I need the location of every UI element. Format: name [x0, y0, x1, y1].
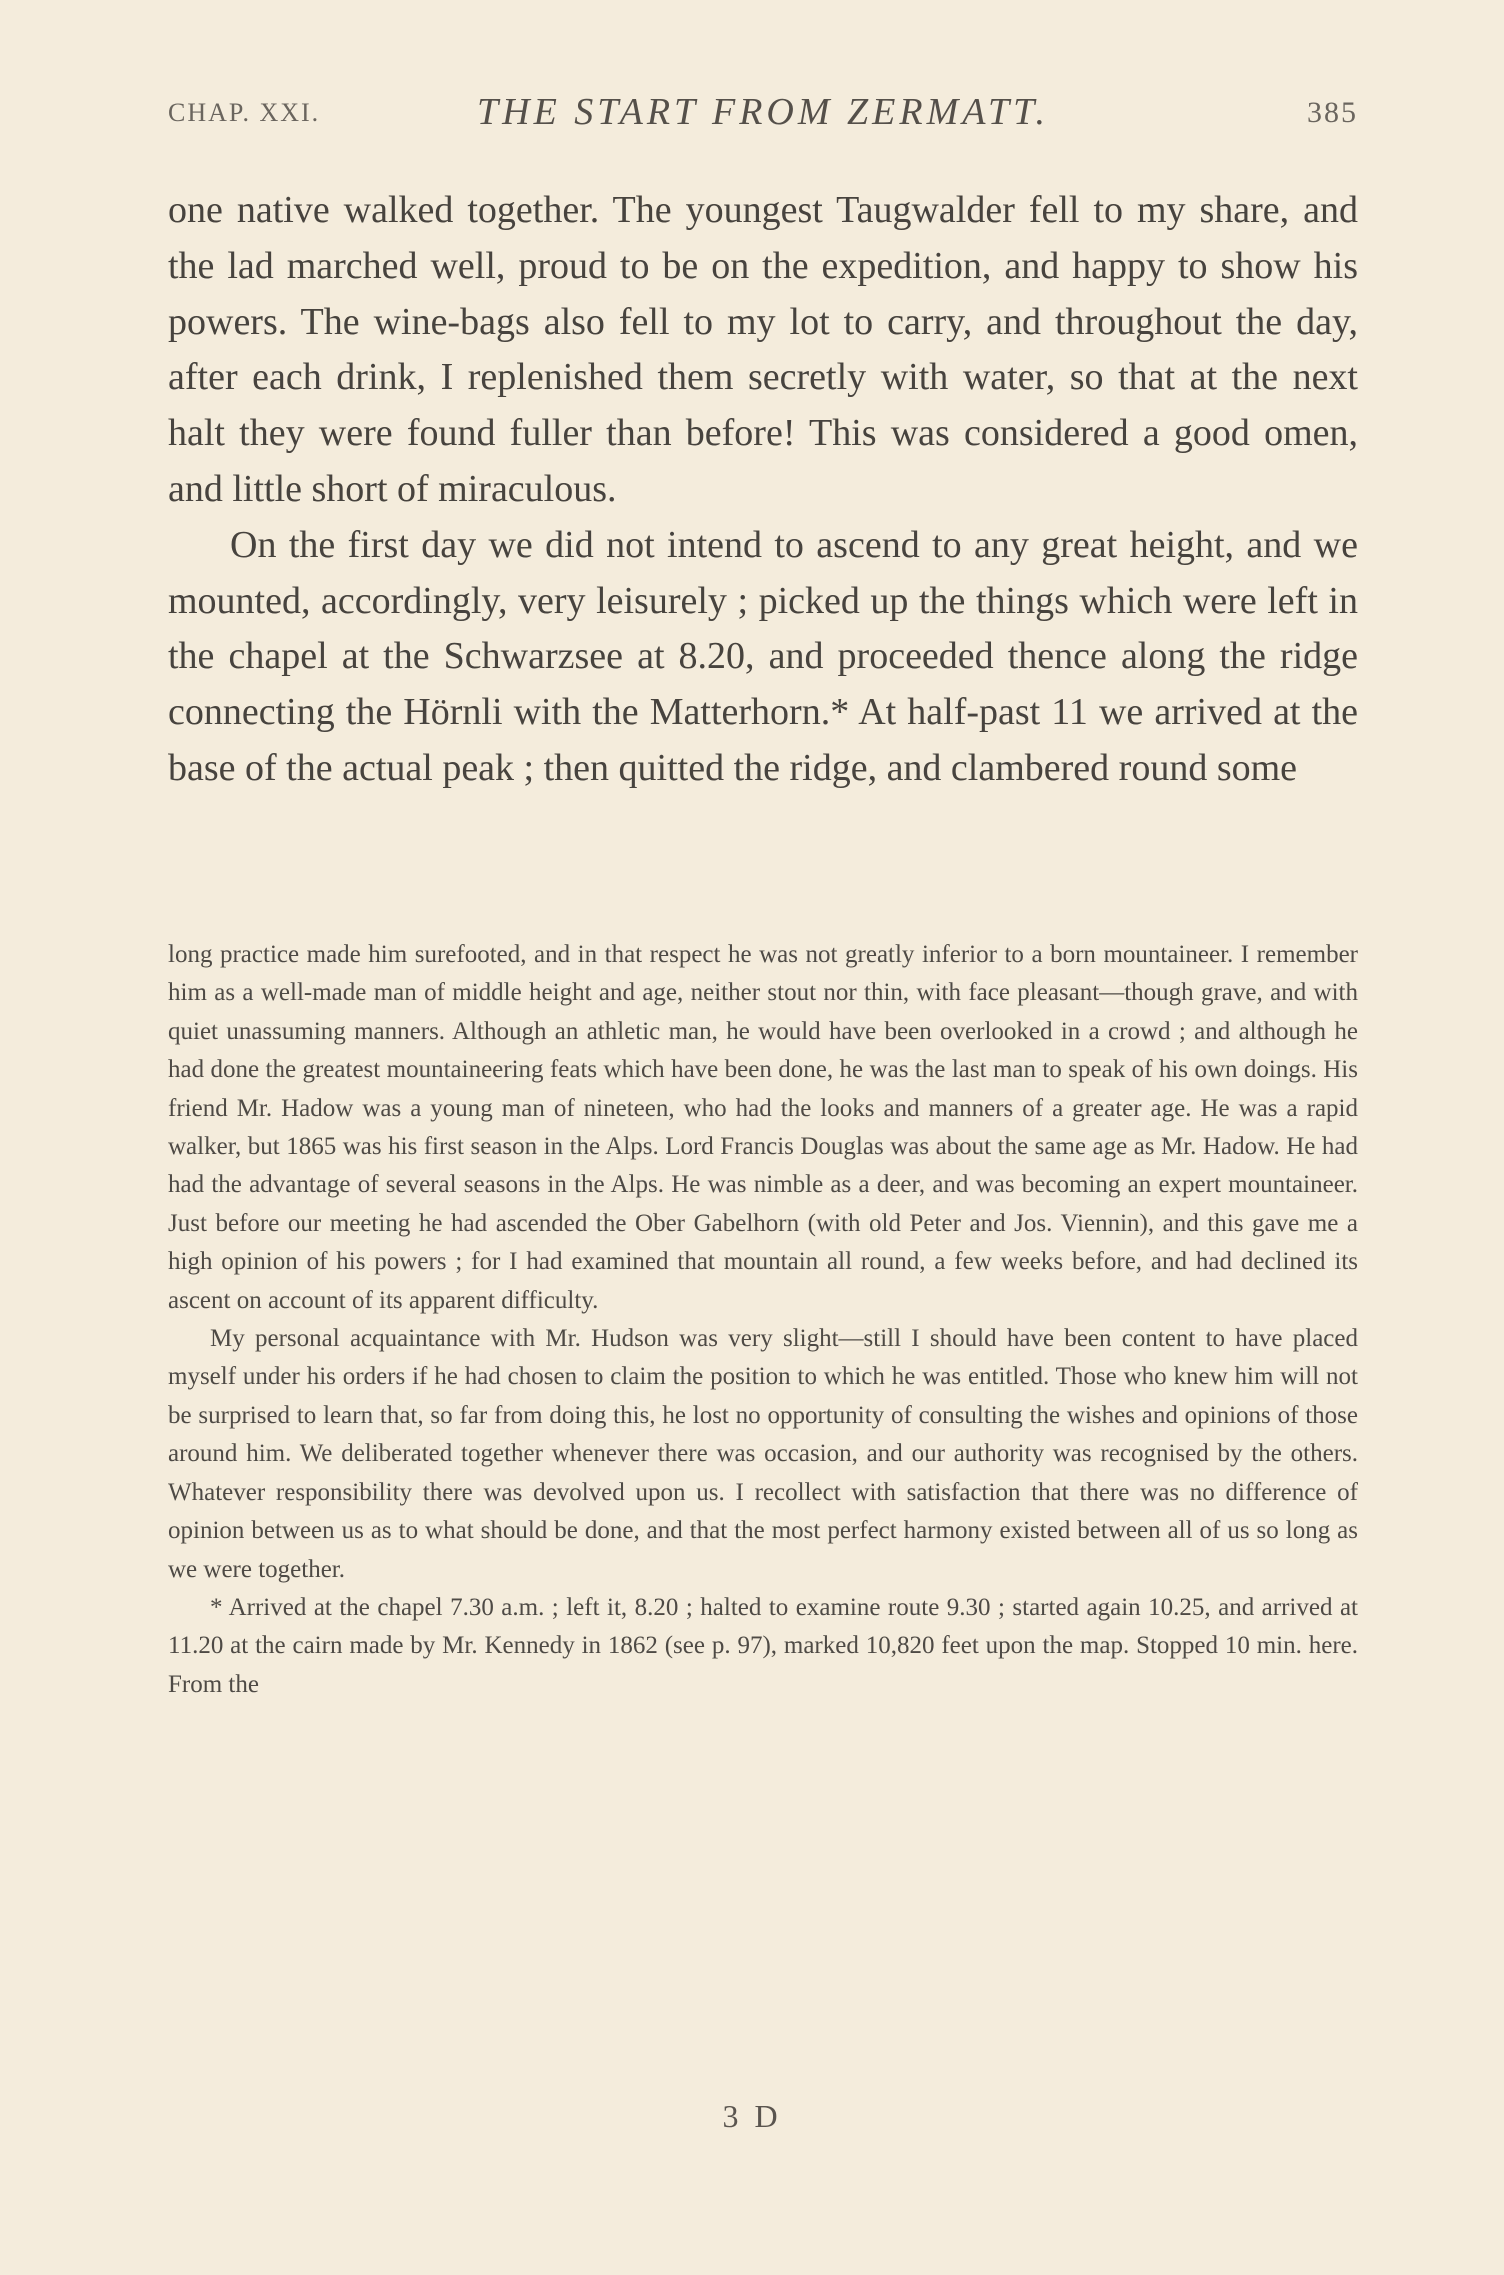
footnote-hudson: My personal acquaintance with Mr. Hudson was very slight—still I should have been content to have placed myself under his orders if he had chosen to claim the position to which he was entitled. Those who knew him will not be surprised to learn that, so far from doing this, he lost no opportunity of consulting the wishes and opinions of those around him. We deliberated together whenever there was occasion, and our authority was recognised by the others. Whatever responsibility there was devolved upon us. I recollect with satisfaction that there was no difference of opinion between us as to what should be done, and that the most perfect harmony existed between all of us so long as we were together. — [168, 1325, 1358, 1583]
page-number: 385 — [1307, 96, 1358, 129]
main-text — [168, 183, 1358, 797]
footnotes — [168, 936, 1358, 1704]
running-header — [168, 90, 1358, 140]
running-title: THE START FROM ZERMATT. — [477, 91, 1049, 133]
footnote-times: * Arrived at the chapel 7.30 a.m. ; left it, 8.20 ; halted to examine route 9.30 ; started again 10.25, and arrived at 11.20 at the cairn made by Mr. Kennedy in 1862 (see p. 97), marked 10,820 feet upon the map. Stopped 10 min. here. From the — [168, 1593, 1358, 1698]
main-paragraph-2: On the first day we did not intend to ascend to any great height, and we mounted, accordingly, very leisurely ; picked up the things which were left in the chapel at the Schwarzsee at 8.20, and proceeded thence along the ridge connecting the Hörnli with the Matterhorn.* At half-past 11 we arrived at the base of the actual peak ; then quitted the ridge, and clambered round some — [168, 523, 1358, 789]
signature-mark: 3 D — [722, 2098, 782, 2134]
footnote-continued: long practice made him surefooted, and in that respect he was not greatly inferior to a born mountaineer. I remember him as a well-made man of middle height and age, neither stout nor thin, with face pleasant—though grave, and with quiet unassuming manners. Although an athletic man, he would have been overlooked in a crowd ; and although he had done the greatest mountaineering feats which have been done, he was the last man to speak of his own doings. His friend Mr. Hadow was a young man of nineteen, who had the looks and manners of a greater age. He was a rapid walker, but 1865 was his first season in the Alps. Lord Francis Douglas was about the same age as Mr. Hadow. He had had the advantage of several seasons in the Alps. He was nimble as a deer, and was becoming an expert mountaineer. Just before our meeting he had ascended the Ober Gabelhorn (with old Peter and Jos. Viennin), and this gave me a high opinion of his powers ; for I had examined that mountain all round, a few weeks before, and had declined its ascent on account of its apparent difficulty. — [168, 941, 1358, 1314]
main-paragraph-1: one native walked together. The youngest Taugwalder fell to my share, and the lad marched well, proud to be on the expedition, and happy to show his powers. The wine-bags also fell to my lot to carry, and throughout the day, after each drink, I replenished them secretly with water, so that at the next halt they were found fuller than before! This was considered a good omen, and little short of miraculous. — [168, 189, 1358, 510]
chapter-label: CHAP. XXI. — [168, 98, 321, 127]
